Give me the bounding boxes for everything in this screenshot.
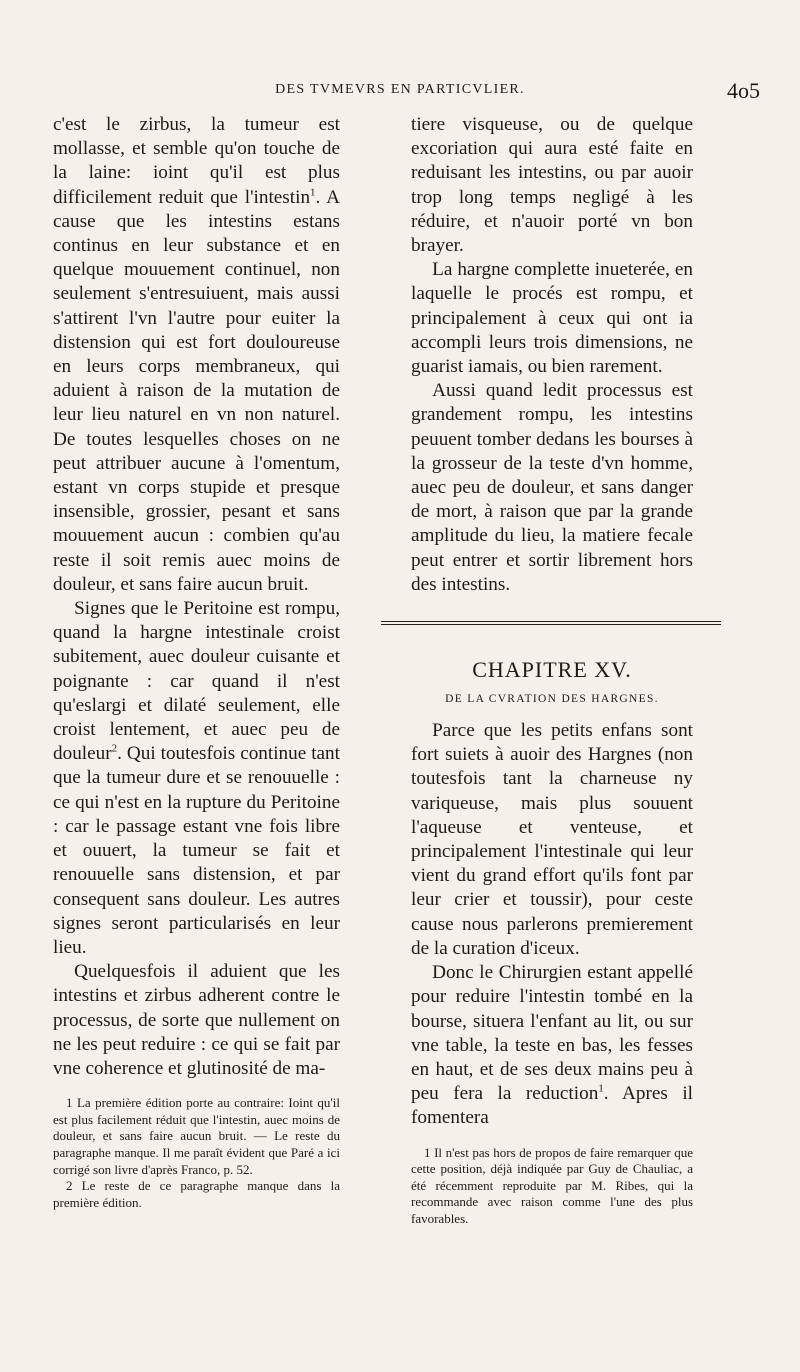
right-column: [411, 113, 693, 1227]
chapter-subtitle: DE LA CVRATION DES HARGNES.: [445, 693, 659, 706]
footnote-marker: 2: [111, 742, 118, 755]
paragraph: Signes que le Peritoine est rompu, quand la hargne intestinale croist subitement, auec douleur cuisante et poignante : car quand il n'est qu'eslargi et dilaté seulement, elle croist lentement, et auec peu de douleur$^2$. Qui toutesfois continue tant que la tumeur dure et se renouuelle : ce qui n'est en la rupture du Peritoine : car le passage estant vne fois libre et ouuert, la tumeur se fait et renouuelle sans distension, et par consequent sans douleur. Les autres signes seront particularisés en leur lieu.: [53, 598, 340, 958]
running-head: [40, 78, 760, 108]
paragraph: La hargne complette inueterée, en laquelle le procés est rompu, et principalement à ceux qui ont ia accompli leurs trois dimensions, ne guarist iamais, ou bien rarement.: [411, 259, 693, 378]
section-divider: [381, 621, 721, 625]
footnote: 1 Il n'est pas hors de propos de faire remarquer que cette position, déjà indiquée par Guy de Chauliac, a été récemment reproduite par M. Ribes, qui la recommande avec raison comme l'une des plus favorables.: [411, 1144, 693, 1226]
footnote-marker: 1: [598, 1082, 604, 1095]
paragraph: Parce que les petits enfans sont fort suiets à auoir des Hargnes (non toutesfois tant la charneuse ny variqueuse, mais plus souuent l'aqueuse et venteuse, et principalement l'intestinale qui leur vient du grand effort qu'ils font par leur crier et toussir), pour ceste cause nous parlerons premierement de la curation d'iceux.: [411, 720, 693, 959]
running-title: DES TVMEVRS EN PARTICVLIER.: [275, 82, 525, 97]
page-number: 4o5: [727, 78, 760, 103]
footnote: 1 La première édition porte au contraire: Ioint qu'il est plus facilement réduit que l'intestin, auec moins de douleur, et sans faire aucun bruit. — Le reste du paragraphe manque. Il me paraît évident que Paré a ici corrigé son livre d'après Franco, p. 52.: [53, 1095, 340, 1177]
left-column: [53, 113, 340, 1211]
footnotes: [53, 1095, 340, 1211]
footnotes: [411, 1145, 693, 1228]
footnote-marker: 1: [310, 186, 316, 199]
paragraph: tiere visqueuse, ou de quelque excoriation qui aura esté faite en reduisant les intestins, ou par auoir trop long temps negligé à les réduire, et n'auoir porté vn bon brayer.: [411, 114, 693, 257]
paragraph: c'est le zirbus, la tumeur est mollasse, et semble qu'on touche de la laine: ioint qu'il est plus difficilement reduit que l'intestin$^1$. A cause que les intestins estans continus en leur substance et en quelque mouuement continuel, non seulement s'entresuiuent, mais aussi s'attirent l'vn l'autre pour euiter la distension qui est fort douloureuse en leurs corps membraneux, qui aduient à raison de la mutation de leur lieu naturel en vn non naturel. De toutes lesquelles choses on ne peut attribuer aucune à l'omentum, estant vn corps stupide et presque insensible, grossier, pesant et sans mouuement aucun : combien qu'au reste il soit remis auec moins de douleur, et sans faire aucun bruit.: [53, 114, 340, 595]
chapter-title: CHAPITRE XV.: [472, 657, 632, 683]
paragraph: Donc le Chirurgien estant appellé pour reduire l'intestin tombé en la bourse, situera l'enfant au lit, ou sur vne table, la teste en bas, les fesses en haut, et de ses deux mains peu à peu fera la reduction$^1$. Apres il fomentera: [411, 962, 693, 1129]
paragraph: Quelquesfois il aduient que les intestins et zirbus adherent contre le processus, de sorte que nullement on ne les peut reduire : ce qui se fait par vne coherence et glutinosité de ma-: [53, 961, 340, 1079]
paragraph: Aussi quand ledit processus est grandement rompu, les intestins peuuent tomber dedans les bourses à la grosseur de la teste d'vn homme, auec peu de douleur, et sans danger de mort, à raison que par la grande amplitude du lieu, la matiere fecale peut entrer et sortir librement hors des intestins.: [411, 380, 693, 595]
footnote: 2 Le reste de ce paragraphe manque dans la première édition.: [53, 1178, 340, 1210]
